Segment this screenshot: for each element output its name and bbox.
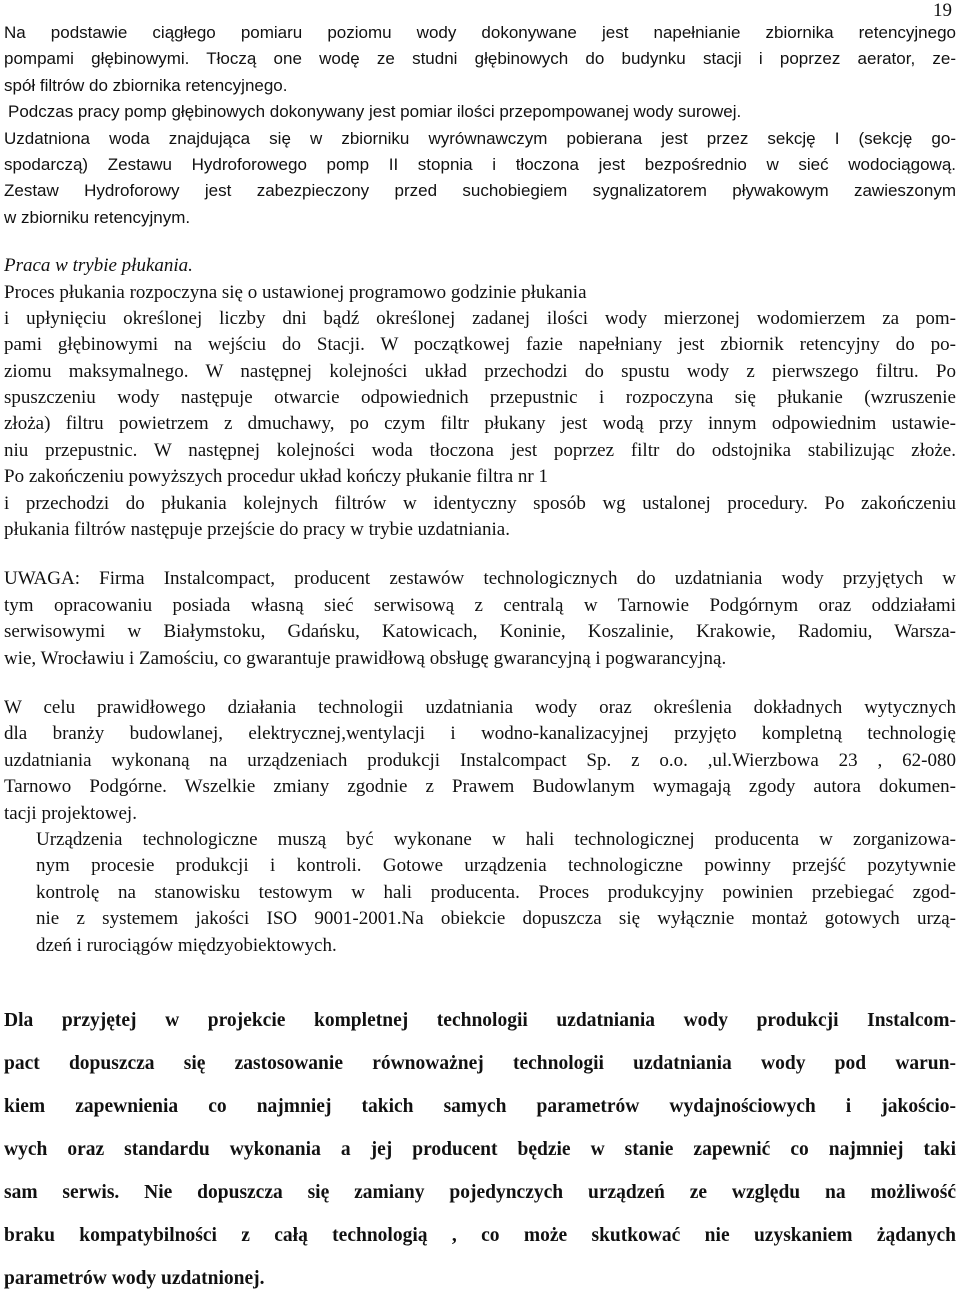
text-line: nie z systemem jakości ISO 9001-2001.Na obiekcie dopuszcza się wyłącznie montaż gotowych urzą- [36,908,956,930]
text-line: Urządzenia technologiczne muszą być wykonane w hali technologicznej producenta w zorganizowa- [36,828,956,850]
paragraph-filling [4,20,956,126]
text-line: złoża) filtru powietrzem z dmuchawy, po czym filtr płukany jest wodą przy innym odpowiednim ustawie- [4,413,956,435]
text-line: parametrów wody uzdatnionej. [4,1267,265,1289]
text-line: uzdatniania wykonaną na urządzeniach produkcji Instalcompact Sp. z o.o. ,ul.Wierzbowa 23 , 62-080 [4,749,956,771]
paragraph-bold-requirement [4,999,956,1300]
text-line: Dla przyjętej w projekcie kompletnej technologii uzdatniania wody produkcji Instalcom- [4,1009,956,1031]
text-line: w zbiorniku retencyjnym. [4,207,191,227]
text-line: Zestaw Hydroforowy jest zabezpieczony przed suchobiegiem sygnalizatorem pływakowym zawieszonym [4,181,956,201]
text-line: wych oraz standardu wykonania a jej producent będzie w stanie zapewnić co najmniej taki [4,1138,956,1160]
section-heading-rinsing: Praca w trybie płukania. [4,255,193,277]
paragraph-treated-water [4,126,956,232]
text-line: i upłynięciu określonej liczby dni bądź określonej zadanej ilości wody mierzonej wodomierzem za pom- [4,307,956,329]
text-line: braku kompatybilności z całą technologią , co może skutkować nie uzyskaniem żądanych [4,1224,956,1246]
text-line: kontrolę na stanowisku testowym w hali producenta. Proces produkcyjny powinien przebiegać zgod- [36,881,956,903]
paragraph-notice [4,566,956,672]
text-line: Tarnowo Podgórne. Wszelkie zmiany zgodnie z Prawem Budowlanym wymagają zgody autora dokumen- [4,776,956,798]
text-line: Uzdatniona woda znajdująca się w zbiorniku wyrównawczym pobierana jest przez sekcję I (sekcję go- [4,128,956,148]
text-line: serwisowymi w Białymstoku, Gdańsku, Katowicach, Koninie, Koszalinie, Krakowie, Radomiu, Warsza- [4,621,956,643]
page-number: 19 [933,0,952,21]
text-line: sam serwis. Nie dopuszcza się zamiany pojedynczych urządzeń ze względu na możliwość [4,1181,956,1203]
text-line: tacji projektowej. [4,802,137,824]
text-line: dla branży budowlanej, elektrycznej,wentylacji i wodno-kanalizacyjnej przyjęto kompletną technologię [4,723,956,745]
text-line: Na podstawie ciągłego pomiaru poziomu wody dokonywane jest napełnianie zbiornika retencyjnego [4,23,956,42]
text-line: niu przepustnic. W następnej kolejności woda tłoczona jest poprzez filtr do odstojnika stabilizując złoże. [4,439,956,461]
text-line: W celu prawidłowego działania technologii uzdatniania wody oraz określenia dokładnych wytycznych [4,696,956,718]
text-line: Po zakończeniu powyższych procedur układ kończy płukanie filtra nr 1 [4,466,548,488]
paragraph-rinsing-process [4,280,956,544]
text-line: nym procesie produkcji i kontroli. Gotowe urządzenia technologiczne powinny przejść pozytywnie [36,855,956,877]
document-body [4,20,956,1300]
text-line: pompami głębinowymi. Tłoczą one wodę ze studni głębinowych do budynku stacji i poprzez aerator, ze- [4,49,956,69]
text-line: płukania filtrów następuje przejście do pracy w trybie uzdatniania. [4,519,510,541]
text-line: UWAGA: Firma Instalcompact, producent zestawów technologicznych do uzdatniania wody przyjętych w [4,568,956,590]
text-line: ziomu maksymalnego. W następnej kolejności układ przechodzi do spustu wody z pierwszego filtru. Po [4,360,956,382]
text-line: Podczas pracy pomp głębinowych dokonywany jest pomiar ilości przepompowanej wody surowej. [8,102,742,122]
text-line: pact dopuszcza się zastosowanie równoważnej technologii uzdatniania wody pod warun- [4,1052,956,1074]
text-line: spół filtrów do zbiornika retencyjnego. [4,75,288,95]
text-line: spodarczą) Zestawu Hydroforowego pomp II stopnia i tłoczona jest bezpośrednio w sieć wodociągową. [4,154,956,174]
text-line: kiem zapewnienia co najmniej takich samych parametrów wydajnościowych i jakościo- [4,1095,956,1117]
text-line: pami głębinowymi na wejściu do Stacji. W początkowej fazie napełniany jest zbiornik retencyjny do po- [4,334,956,356]
text-line: dzeń i rurociągów międzyobiektowych. [36,934,337,956]
text-line: Proces płukania rozpoczyna się o ustawionej programowo godzinie płukania [4,281,587,303]
paragraph-equipment [4,827,956,959]
text-line: tym opracowaniu posiada własną sieć serwisową z centralą w Tarnowie Podgórnym oraz oddziałami [4,594,956,616]
text-line: i przechodzi do płukania kolejnych filtrów w identyczny sposób wg ustalonej procedury. Po zakończeniu [4,492,956,514]
paragraph-technology [4,695,956,827]
text-line: wie, Wrocławiu i Zamościu, co gwarantuje prawidłową obsługę gwarancyjną i pogwarancyjną. [4,647,727,669]
text-line: spuszczeniu wody następuje otwarcie odpowiednich przepustnic i rozpoczyna się płukanie (wzruszenie [4,387,956,409]
